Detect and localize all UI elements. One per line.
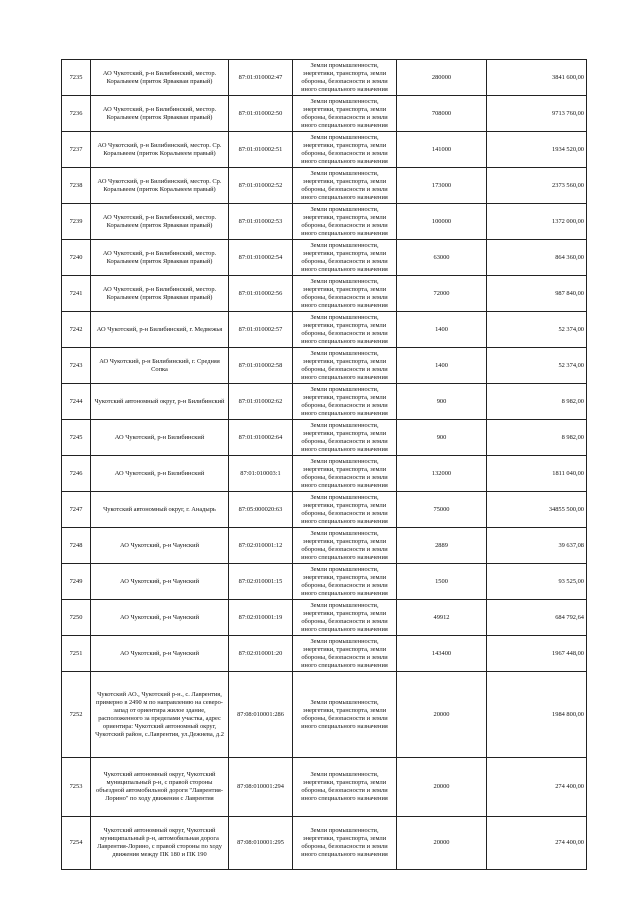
land-category-cell: Земли промышленности, энергетики, транспорта, земли обороны, безопасности и земли иного специального назначения bbox=[293, 168, 397, 204]
table-row bbox=[62, 384, 587, 420]
cadastral-number-cell: 87:01:010002:62 bbox=[229, 384, 293, 420]
address-cell: АО Чукотский, р-н Билибинский, местор. Коральвеем (приток Ярвакваи правый) bbox=[91, 60, 229, 96]
land-category-cell: Земли промышленности, энергетики, транспорта, земли обороны, безопасности и земли иного специального назначения bbox=[293, 312, 397, 348]
table-row bbox=[62, 312, 587, 348]
area-sqm-cell: 132000 bbox=[397, 456, 487, 492]
cadastral-number-cell: 87:01:010002:54 bbox=[229, 240, 293, 276]
table-row bbox=[62, 60, 587, 96]
address-cell: Чукотский АО., Чукотский р-н., с. Лаврентия, примерно в 2490 м по направлению на северо-запад от ориентира жилое здание, расположенного за пределами участка, адрес ориентира: Чукотский автономный округ, Чукотский район, с.Лаврентия, ул.Дежнева, д.2 bbox=[91, 672, 229, 758]
cadastral-value-cell: 39 637,08 bbox=[487, 528, 587, 564]
cadastral-value-cell: 52 374,00 bbox=[487, 348, 587, 384]
cadastral-value-cell: 274 400,00 bbox=[487, 817, 587, 870]
land-category-cell: Земли промышленности, энергетики, транспорта, земли обороны, безопасности и земли иного специального назначения bbox=[293, 96, 397, 132]
table-row bbox=[62, 348, 587, 384]
table-row bbox=[62, 672, 587, 758]
cadastral-number-cell: 87:08:010001:286 bbox=[229, 672, 293, 758]
cadastral-number-cell: 87:02:010001:15 bbox=[229, 564, 293, 600]
cadastral-value-cell: 3841 600,00 bbox=[487, 60, 587, 96]
area-sqm-cell: 63000 bbox=[397, 240, 487, 276]
area-sqm-cell: 20000 bbox=[397, 817, 487, 870]
land-category-cell: Земли промышленности, энергетики, транспорта, земли обороны, безопасности и земли иного специального назначения bbox=[293, 564, 397, 600]
cadastral-number-cell: 87:02:010001:19 bbox=[229, 600, 293, 636]
address-cell: АО Чукотский, р-н Чаунский bbox=[91, 564, 229, 600]
area-sqm-cell: 2889 bbox=[397, 528, 487, 564]
registry-table-body bbox=[62, 60, 587, 870]
cadastral-number-cell: 87:08:010001:295 bbox=[229, 817, 293, 870]
table-row bbox=[62, 564, 587, 600]
cadastral-value-cell: 864 360,00 bbox=[487, 240, 587, 276]
land-category-cell: Земли промышленности, энергетики, транспорта, земли обороны, безопасности и земли иного специального назначения bbox=[293, 204, 397, 240]
cadastral-number-cell: 87:01:010002:53 bbox=[229, 204, 293, 240]
area-sqm-cell: 72000 bbox=[397, 276, 487, 312]
record-number-cell: 7240 bbox=[62, 240, 91, 276]
cadastral-number-cell: 87:01:010002:47 bbox=[229, 60, 293, 96]
area-sqm-cell: 900 bbox=[397, 384, 487, 420]
cadastral-number-cell: 87:01:010002:51 bbox=[229, 132, 293, 168]
cadastral-value-cell: 2373 560,00 bbox=[487, 168, 587, 204]
record-number-cell: 7252 bbox=[62, 672, 91, 758]
table-row bbox=[62, 758, 587, 817]
address-cell: АО Чукотский, р-н Билибинский, местор. Ср. Коральвеем (приток Коральвеем правый) bbox=[91, 168, 229, 204]
cadastral-value-cell: 1967 448,00 bbox=[487, 636, 587, 672]
land-category-cell: Земли промышленности, энергетики, транспорта, земли обороны, безопасности и земли иного специального назначения bbox=[293, 672, 397, 758]
cadastral-number-cell: 87:01:010002:64 bbox=[229, 420, 293, 456]
cadastral-number-cell: 87:01:010002:56 bbox=[229, 276, 293, 312]
table-row bbox=[62, 817, 587, 870]
address-cell: Чукотский автономный округ, Чукотский муниципальный р-н, с правой стороны объездной автомобильной дороги "Лаврентия-Лорино" по ходу движения с Лаврентия bbox=[91, 758, 229, 817]
address-cell: АО Чукотский, р-н Билибинский, местор. Коральвеем (приток Ярвакваи правый) bbox=[91, 96, 229, 132]
address-cell: АО Чукотский, р-н Билибинский bbox=[91, 456, 229, 492]
record-number-cell: 7237 bbox=[62, 132, 91, 168]
cadastral-value-cell: 8 982,00 bbox=[487, 384, 587, 420]
record-number-cell: 7248 bbox=[62, 528, 91, 564]
cadastral-value-cell: 1372 000,00 bbox=[487, 204, 587, 240]
area-sqm-cell: 708000 bbox=[397, 96, 487, 132]
record-number-cell: 7235 bbox=[62, 60, 91, 96]
address-cell: Чукотский автономный округ, г. Анадырь bbox=[91, 492, 229, 528]
address-cell: АО Чукотский, р-н Билибинский, местор. Коральвеем (приток Ярвакваи правый) bbox=[91, 204, 229, 240]
table-row bbox=[62, 492, 587, 528]
area-sqm-cell: 1400 bbox=[397, 312, 487, 348]
record-number-cell: 7249 bbox=[62, 564, 91, 600]
cadastral-value-cell: 1811 040,00 bbox=[487, 456, 587, 492]
table-row bbox=[62, 636, 587, 672]
land-category-cell: Земли промышленности, энергетики, транспорта, земли обороны, безопасности и земли иного специального назначения bbox=[293, 600, 397, 636]
record-number-cell: 7244 bbox=[62, 384, 91, 420]
land-category-cell: Земли промышленности, энергетики, транспорта, земли обороны, безопасности и земли иного специального назначения bbox=[293, 60, 397, 96]
cadastral-value-cell: 274 400,00 bbox=[487, 758, 587, 817]
record-number-cell: 7254 bbox=[62, 817, 91, 870]
record-number-cell: 7250 bbox=[62, 600, 91, 636]
record-number-cell: 7239 bbox=[62, 204, 91, 240]
land-category-cell: Земли промышленности, энергетики, транспорта, земли обороны, безопасности и земли иного специального назначения bbox=[293, 492, 397, 528]
cadastral-number-cell: 87:08:010001:294 bbox=[229, 758, 293, 817]
cadastral-number-cell: 87:02:010001:20 bbox=[229, 636, 293, 672]
address-cell: АО Чукотский, р-н Чаунский bbox=[91, 528, 229, 564]
cadastral-value-cell: 52 374,00 bbox=[487, 312, 587, 348]
area-sqm-cell: 173000 bbox=[397, 168, 487, 204]
address-cell: АО Чукотский, р-н Билибинский, г. Медвежья bbox=[91, 312, 229, 348]
cadastral-number-cell: 87:05:000020:63 bbox=[229, 492, 293, 528]
address-cell: АО Чукотский, р-н Билибинский, местор. Коральвеем (приток Ярвакваи правый) bbox=[91, 276, 229, 312]
address-cell: Чукотский автономный округ, Чукотский муниципальный р-н, автомобильная дорога Лаврентия-Лорино, с правой стороны по ходу движения между ПК 180 и ПК 190 bbox=[91, 817, 229, 870]
land-category-cell: Земли промышленности, энергетики, транспорта, земли обороны, безопасности и земли иного специального назначения bbox=[293, 528, 397, 564]
address-cell: АО Чукотский, р-н Билибинский, местор. Ср. Коральвеем (приток Коральвеем правый) bbox=[91, 132, 229, 168]
table-row bbox=[62, 276, 587, 312]
cadastral-number-cell: 87:01:010002:52 bbox=[229, 168, 293, 204]
cadastral-value-cell: 34855 500,00 bbox=[487, 492, 587, 528]
table-row bbox=[62, 456, 587, 492]
table-row bbox=[62, 132, 587, 168]
area-sqm-cell: 20000 bbox=[397, 672, 487, 758]
table-row bbox=[62, 204, 587, 240]
cadastral-number-cell: 87:02:010001:12 bbox=[229, 528, 293, 564]
cadastral-number-cell: 87:01:010002:58 bbox=[229, 348, 293, 384]
table-row bbox=[62, 240, 587, 276]
land-category-cell: Земли промышленности, энергетики, транспорта, земли обороны, безопасности и земли иного специального назначения bbox=[293, 817, 397, 870]
land-category-cell: Земли промышленности, энергетики, транспорта, земли обороны, безопасности и земли иного специального назначения bbox=[293, 348, 397, 384]
land-category-cell: Земли промышленности, энергетики, транспорта, земли обороны, безопасности и земли иного специального назначения bbox=[293, 420, 397, 456]
table-row bbox=[62, 168, 587, 204]
land-category-cell: Земли промышленности, энергетики, транспорта, земли обороны, безопасности и земли иного специального назначения bbox=[293, 276, 397, 312]
cadastral-number-cell: 87:01:010002:57 bbox=[229, 312, 293, 348]
land-category-cell: Земли промышленности, энергетики, транспорта, земли обороны, безопасности и земли иного специального назначения bbox=[293, 636, 397, 672]
record-number-cell: 7241 bbox=[62, 276, 91, 312]
address-cell: Чукотский автономный округ, р-н Билибинский bbox=[91, 384, 229, 420]
cadastral-value-cell: 987 840,00 bbox=[487, 276, 587, 312]
record-number-cell: 7246 bbox=[62, 456, 91, 492]
address-cell: АО Чукотский, р-н Чаунский bbox=[91, 600, 229, 636]
cadastral-value-cell: 1984 800,00 bbox=[487, 672, 587, 758]
area-sqm-cell: 143400 bbox=[397, 636, 487, 672]
table-row bbox=[62, 528, 587, 564]
address-cell: АО Чукотский, р-н Билибинский, г. Средняя Сопка bbox=[91, 348, 229, 384]
land-registry-table bbox=[61, 59, 587, 870]
record-number-cell: 7247 bbox=[62, 492, 91, 528]
record-number-cell: 7243 bbox=[62, 348, 91, 384]
area-sqm-cell: 280000 bbox=[397, 60, 487, 96]
land-category-cell: Земли промышленности, энергетики, транспорта, земли обороны, безопасности и земли иного специального назначения bbox=[293, 384, 397, 420]
cadastral-value-cell: 1934 520,00 bbox=[487, 132, 587, 168]
table-row bbox=[62, 96, 587, 132]
area-sqm-cell: 20000 bbox=[397, 758, 487, 817]
cadastral-number-cell: 87:01:010002:50 bbox=[229, 96, 293, 132]
area-sqm-cell: 75000 bbox=[397, 492, 487, 528]
record-number-cell: 7242 bbox=[62, 312, 91, 348]
area-sqm-cell: 1500 bbox=[397, 564, 487, 600]
area-sqm-cell: 1400 bbox=[397, 348, 487, 384]
record-number-cell: 7238 bbox=[62, 168, 91, 204]
area-sqm-cell: 141000 bbox=[397, 132, 487, 168]
cadastral-value-cell: 8 982,00 bbox=[487, 420, 587, 456]
cadastral-value-cell: 93 525,00 bbox=[487, 564, 587, 600]
land-category-cell: Земли промышленности, энергетики, транспорта, земли обороны, безопасности и земли иного специального назначения bbox=[293, 456, 397, 492]
area-sqm-cell: 49912 bbox=[397, 600, 487, 636]
area-sqm-cell: 900 bbox=[397, 420, 487, 456]
area-sqm-cell: 100000 bbox=[397, 204, 487, 240]
table-row bbox=[62, 420, 587, 456]
land-category-cell: Земли промышленности, энергетики, транспорта, земли обороны, безопасности и земли иного специального назначения bbox=[293, 132, 397, 168]
cadastral-value-cell: 9713 760,00 bbox=[487, 96, 587, 132]
land-category-cell: Земли промышленности, энергетики, транспорта, земли обороны, безопасности и земли иного специального назначения bbox=[293, 240, 397, 276]
address-cell: АО Чукотский, р-н Чаунский bbox=[91, 636, 229, 672]
cadastral-number-cell: 87:01:010003:1 bbox=[229, 456, 293, 492]
record-number-cell: 7253 bbox=[62, 758, 91, 817]
address-cell: АО Чукотский, р-н Билибинский bbox=[91, 420, 229, 456]
record-number-cell: 7245 bbox=[62, 420, 91, 456]
table-row bbox=[62, 600, 587, 636]
cadastral-value-cell: 684 792,64 bbox=[487, 600, 587, 636]
record-number-cell: 7251 bbox=[62, 636, 91, 672]
land-category-cell: Земли промышленности, энергетики, транспорта, земли обороны, безопасности и земли иного специального назначения bbox=[293, 758, 397, 817]
record-number-cell: 7236 bbox=[62, 96, 91, 132]
address-cell: АО Чукотский, р-н Билибинский, местор. Коральвеем (приток Ярвакваи правый) bbox=[91, 240, 229, 276]
